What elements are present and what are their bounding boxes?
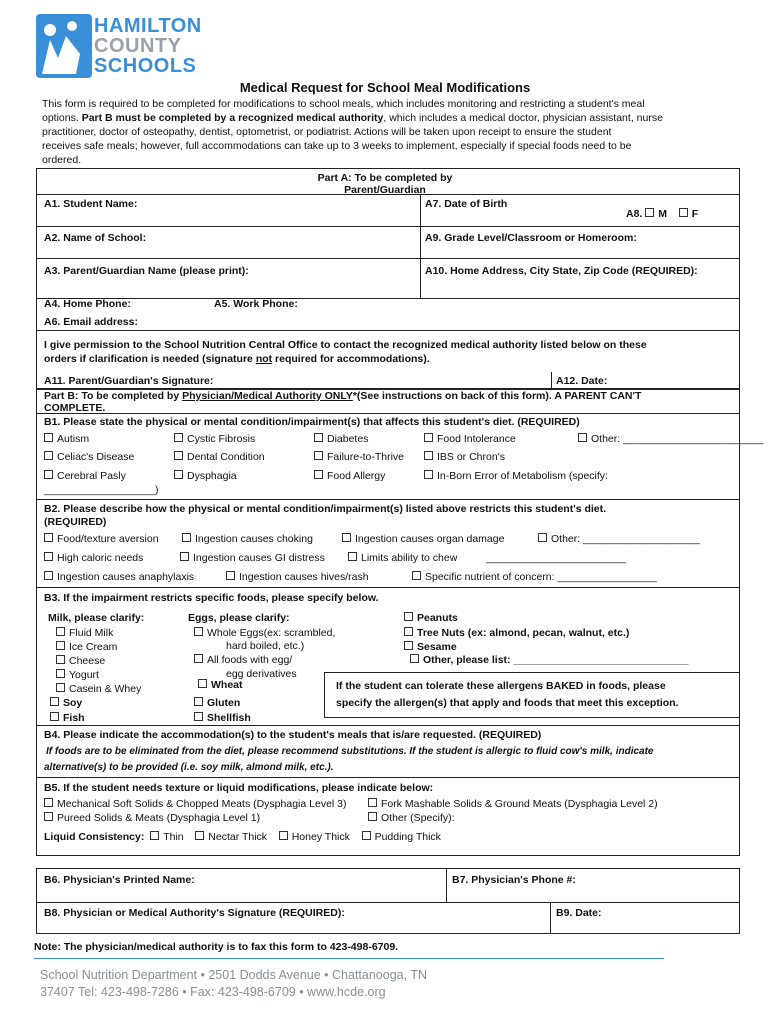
b1-option[interactable]: Failure-to-Thrive [314, 451, 404, 464]
b2-required: (REQUIRED) [44, 516, 107, 528]
gluten-option[interactable]: Gluten [194, 697, 240, 710]
liquid-option[interactable]: Pudding Thick [362, 831, 441, 843]
soy-option[interactable]: Soy [50, 697, 82, 710]
b1-option[interactable]: Dental Condition [174, 451, 265, 464]
permission-line2: orders if clarification is needed (signature not required for accommodations). [44, 353, 430, 365]
wheat-option[interactable]: Wheat [198, 679, 243, 692]
b2-option[interactable]: Ingestion causes choking [182, 533, 313, 546]
b1-option[interactable]: Food Allergy [314, 470, 385, 483]
a7-dob-label: A7. Date of Birth [425, 198, 508, 210]
a10-address-label: A10. Home Address, City State, Zip Code (REQUIRED): [425, 265, 698, 277]
b1-option[interactable]: Diabetes [314, 433, 368, 446]
baked-exception-box [324, 672, 740, 718]
intro-line5: ordered. [42, 154, 82, 166]
milk-option[interactable]: Cheese [56, 655, 105, 668]
part-a-header: Part A: To be completed by [317, 172, 453, 184]
intro-line1: This form is required to be completed for modifications to school meals, which includes monitoring and restricting a student's meal [42, 98, 645, 110]
fish-option[interactable]: Fish [50, 712, 85, 725]
b5-option[interactable]: Pureed Solids & Meats (Dysphagia Level 1) [44, 812, 260, 825]
logo-mark-icon [36, 14, 92, 80]
eggs-option[interactable]: Whole Eggs(ex: scrambled, [194, 627, 335, 640]
peanuts-option[interactable]: Peanuts [404, 612, 458, 625]
milk-option[interactable]: Yogurt [56, 669, 99, 682]
shellfish-option[interactable]: Shellfish [194, 712, 251, 725]
a12-date-label: A12. Date: [556, 375, 608, 387]
sesame-option[interactable]: Sesame [404, 641, 457, 654]
part-a-header-2: Parent/Guardian [344, 184, 426, 196]
b3-label: B3. If the impairment restricts specific foods, please specify below. [44, 592, 379, 604]
a11-signature-label: A11. Parent/Guardian's Signature: [44, 375, 214, 387]
b2-option[interactable]: Ingestion causes organ damage [342, 533, 504, 546]
eggs-option-cont: hard boiled, etc.) [226, 640, 305, 652]
b2-blank[interactable]: ________________________ [486, 552, 627, 564]
b4-instructions-1: If foods are to be eliminated from the diet, please recommend substitutions. If the student is allergic to fluid cow's milk, indicate [46, 746, 654, 757]
milk-heading: Milk, please clarify: [48, 612, 145, 624]
b2-option[interactable]: Ingestion causes GI distress [180, 552, 325, 565]
liquid-option[interactable]: Nectar Thick [195, 831, 267, 843]
a8-f-checkbox[interactable] [679, 208, 688, 217]
liquid-option[interactable]: Thin [150, 831, 183, 843]
baked-exception-line1: If the student can tolerate these allergens BAKED in foods, please [336, 680, 666, 692]
eggs-option[interactable]: All foods with egg/ [194, 654, 292, 667]
b2-option[interactable]: High caloric needs [44, 552, 143, 565]
a4-home-phone-label: A4. Home Phone: [44, 298, 131, 310]
b2-option[interactable]: Ingestion causes anaphylaxis [44, 571, 194, 584]
part-b-header-2: COMPLETE. [44, 402, 106, 414]
b4-instructions-2: alternative(s) to be provided (i.e. soy milk, almond milk, etc.). [44, 762, 334, 773]
b1-option[interactable]: Celiac's Disease [44, 451, 134, 464]
other-allergen-option[interactable]: Other, please list: ______________________________ [410, 654, 689, 667]
a1-student-name-label: A1. Student Name: [44, 198, 138, 210]
milk-option[interactable]: Casein & Whey [56, 683, 141, 696]
tree-nuts-option[interactable]: Tree Nuts (ex: almond, pecan, walnut, etc.) [404, 627, 629, 640]
b2-label: B2. Please describe how the physical or mental condition/impairment(s) listed above restricts this student's diet. [44, 503, 607, 515]
b6-physician-name-label: B6. Physician's Printed Name: [44, 874, 195, 886]
b1-specify-blank[interactable]: ___________________) [44, 484, 159, 496]
b1-option[interactable]: Cystic Fibrosis [174, 433, 255, 446]
a8-m-checkbox[interactable] [645, 208, 654, 217]
part-b-header: Part B: To be completed by Physician/Medical Authority ONLY*(See instructions on back of this form). A PARENT CAN'T [44, 390, 642, 402]
a9-grade-label: A9. Grade Level/Classroom or Homeroom: [425, 232, 637, 244]
b1-option[interactable]: Cerebral Pasly [44, 470, 126, 483]
footer-divider [34, 958, 664, 959]
a6-email-label: A6. Email address: [44, 316, 138, 328]
intro-line4: receives safe meals; however, full accommodations can take up to 3 weeks to implement, especially if special foods need to be [42, 140, 632, 152]
b1-option[interactable]: Autism [44, 433, 89, 446]
footer-address: School Nutrition Department • 2501 Dodds Avenue • Chattanooga, TN [40, 968, 427, 982]
milk-option[interactable]: Fluid Milk [56, 627, 113, 640]
fax-note: Note: The physician/medical authority is to fax this form to 423-498-6709. [34, 941, 399, 953]
a2-school-label: A2. Name of School: [44, 232, 147, 244]
liquid-option[interactable]: Honey Thick [279, 831, 350, 843]
b1-option[interactable]: Food Intolerance [424, 433, 516, 446]
a5-work-phone-label: A5. Work Phone: [214, 298, 298, 310]
logo [36, 14, 206, 80]
b1-option[interactable]: IBS or Chron's [424, 451, 505, 464]
b1-option[interactable]: In-Born Error of Metabolism (specify: [424, 470, 608, 483]
b1-option-other[interactable]: Other: ________________________ [578, 433, 763, 446]
b8-signature-label: B8. Physician or Medical Authority's Signature (REQUIRED): [44, 907, 345, 919]
b1-option[interactable]: Dysphagia [174, 470, 237, 483]
b2-option[interactable]: Ingestion causes hives/rash [226, 571, 369, 584]
b1-label: B1. Please state the physical or mental condition/impairment(s) that affects this student's diet. (REQUIRED) [44, 416, 580, 428]
eggs-option-cont: egg derivatives [226, 668, 297, 680]
milk-option[interactable]: Ice Cream [56, 641, 117, 654]
eggs-heading: Eggs, please clarify: [188, 612, 290, 624]
permission-line1: I give permission to the School Nutrition Central Office to contact the recognized medical authority listed below on these [44, 339, 647, 351]
baked-exception-line2: specify the allergen(s) that apply and foods that meet this exception. [336, 697, 679, 709]
a3-parent-name-label: A3. Parent/Guardian Name (please print): [44, 265, 249, 277]
footer-contact: 37407 Tel: 423-498-7286 • Fax: 423-498-6709 • www.hcde.org [40, 985, 386, 999]
b2-option[interactable]: Food/texture aversion [44, 533, 159, 546]
intro-line2: options. Part B must be completed by a recognized medical authority, which includes a medical doctor, physician assistant, nurse [42, 112, 663, 124]
page-title: Medical Request for School Meal Modifications [239, 80, 531, 95]
b4-label: B4. Please indicate the accommodation(s) to the student's meals that is/are requested. (REQUIRED) [44, 729, 542, 741]
b5-option[interactable]: Fork Mashable Solids & Ground Meats (Dysphagia Level 2) [368, 798, 658, 811]
logo-line3: SCHOOLS [94, 55, 197, 77]
liquid-consistency: Liquid Consistency: Thin Nectar Thick Honey Thick Pudding Thick [44, 831, 441, 843]
b5-label: B5. If the student needs texture or liquid modifications, please indicate below: [44, 782, 434, 794]
b2-option[interactable]: Specific nutrient of concern: _________________ [412, 571, 657, 584]
b2-option-other[interactable]: Other: ____________________ [538, 533, 700, 546]
b7-physician-phone-label: B7. Physician's Phone #: [452, 874, 576, 886]
intro-line3: practitioner, doctor of osteopathy, dentist, optometrist, or podiatrist. Actions will be taken upon receipt to ensure the student [42, 126, 612, 138]
b5-option-other[interactable]: Other (Specify): [368, 812, 455, 825]
a8-gender: A8. M F [626, 208, 699, 220]
b5-option[interactable]: Mechanical Soft Solids & Chopped Meats (Dysphagia Level 3) [44, 798, 347, 811]
logo-line1: HAMILTON [94, 15, 202, 37]
b9-date-label: B9. Date: [556, 907, 602, 919]
logo-line2: COUNTY [94, 35, 182, 57]
b2-option[interactable]: Limits ability to chew [348, 552, 457, 565]
